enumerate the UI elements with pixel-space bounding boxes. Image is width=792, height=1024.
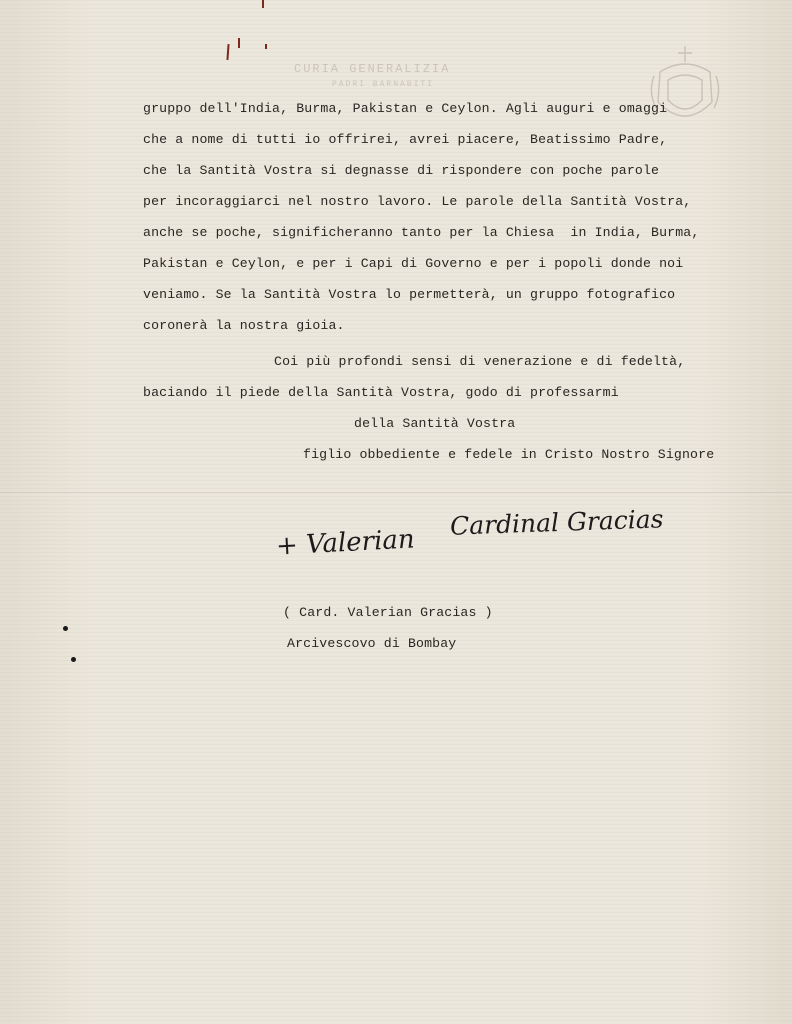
body-line: coronerà la nostra gioia. [143,318,345,333]
ink-mark [238,38,240,48]
ink-mark [265,44,267,49]
punch-hole [63,626,68,631]
body-line: che la Santità Vostra si degnasse di rispondere con poche parole [143,163,660,178]
body-line: che a nome di tutti io offrirei, avrei piacere, Beatissimo Padre, [143,132,668,147]
ink-mark [226,44,229,60]
closing-line: della Santità Vostra [354,416,516,431]
closing-line: baciando il piede della Santità Vostra, godo di professarmi [143,385,619,400]
paper-fold [0,492,792,495]
crest-icon [646,42,724,134]
body-line: veniamo. Se la Santità Vostra lo permetterà, un gruppo fotografico [143,287,676,302]
closing-line: figlio obbediente e fedele in Cristo Nostro Signore [303,447,715,462]
body-line: Pakistan e Ceylon, e per i Capi di Governo e per i popoli donde noi [143,256,684,271]
ink-mark [262,0,264,8]
body-line: anche se poche, significheranno tanto per la Chiesa in India, Burma, [143,225,700,240]
typed-title: Arcivescovo di Bombay [287,636,457,651]
letterhead-ghost-2: PADRI BARNABITI [332,80,435,89]
signature-handwritten-1: + Valerian [275,524,416,562]
punch-hole [71,657,76,662]
signature-handwritten-2: Cardinal Gracias [449,504,664,541]
closing-line: Coi più profondi sensi di venerazione e di fedeltà, [274,354,686,369]
letterhead-ghost-1: CURIA GENERALIZIA [294,62,451,76]
body-line: gruppo dell'India, Burma, Pakistan e Ceylon. Agli auguri e omaggi [143,101,668,116]
body-line: per incoraggiarci nel nostro lavoro. Le parole della Santità Vostra, [143,194,692,209]
typed-name: ( Card. Valerian Gracias ) [283,605,493,620]
